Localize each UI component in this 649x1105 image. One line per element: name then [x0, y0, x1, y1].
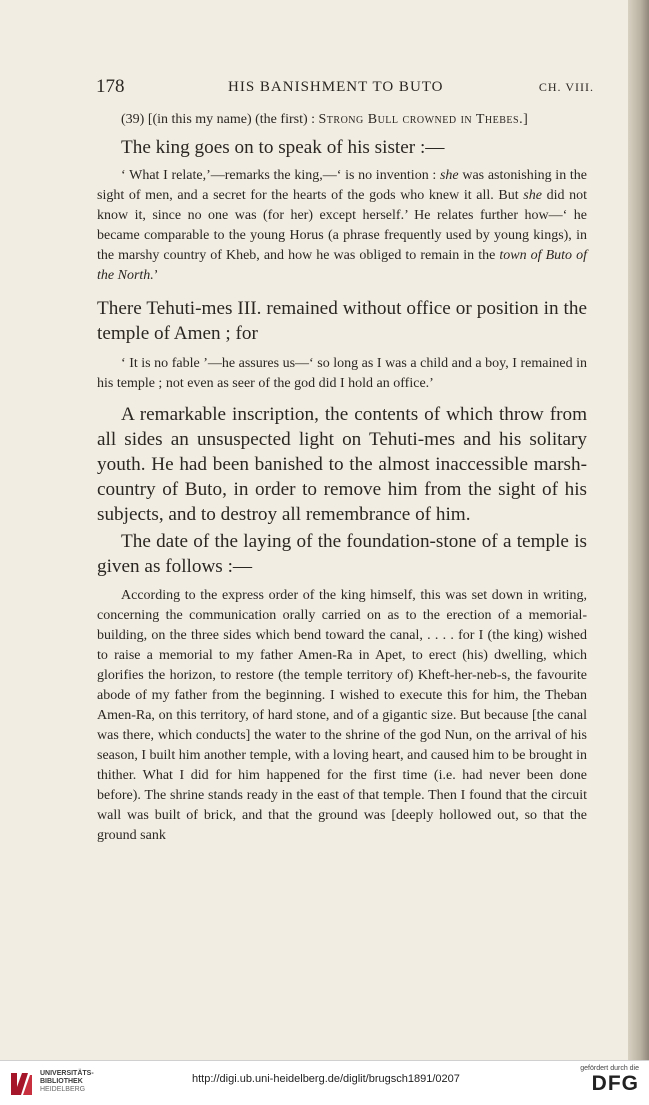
permalink-url[interactable]: http://digi.ub.uni-heidelberg.de/diglit/brugsch1891/0207 [192, 1073, 460, 1085]
quote-king: ‘ What I relate,’—remarks the king,—‘ is no invention : she was astonishing in the sight of men, and a secret for the hearts of the gods who knew it all. But she did not know it, since no one was (for her) except herself.’ He relates further how—‘ he became comparable to the young Horus (a phrase frequently used by young kings), in the marshy country of Kheb, and how he was obliged to remain in the town of Buto of the North.’ [97, 168, 588, 283]
paragraph-39: (39) [(in this my name) (the first) : Strong Bull crowned in Thebes.] [121, 112, 528, 127]
page-gutter [628, 0, 649, 1060]
university-logo-icon [8, 1067, 34, 1099]
running-title: HIS BANISHMENT TO BUTO [228, 79, 444, 95]
quote-inscription: According to the express order of the king himself, this was set down in writing, concerning the communication orally carried on as to the erection of a memorial-building, on the three sides which bend toward the canal, . . . . for I (the king) wished to raise a memorial to my father Amen-Ra in Apet, to erect (his) dwelling, which glorifies the horizon, to restore (the temple territory of) Kheft-her-neb-s, the favourite abode of my father from the beginning. I wished to execute this for him, the Theban Amen-Ra, on this territory, of hard stone, and of a gigantic size. But because [the canal was there, which conducts] the water to the shrine of the god Nun, on the arrival of his season, I built him another temple, with a loving heart, and caused him to be brought in thither. What I did for him happened for the first time (i.e. had never been done before). The shrine stands ready in the east of that temple. Then I found that the circuit wall was built of brick, and that the ground was [deeply hollowed out, so that the ground sank [97, 588, 587, 843]
paragraph-foundation: The date of the laying of the foundation-stone of a temple is given as follows :— [97, 531, 587, 577]
chapter-label: CH. VIII. [538, 80, 594, 94]
viewer-footer [0, 1060, 649, 1105]
paragraph-tehuti-mes: There Tehuti-mes III. remained without office or position in the temple of Amen ; for [97, 298, 587, 344]
running-header [96, 76, 594, 100]
page-number: 178 [96, 76, 125, 97]
library-logo-text: UNIVERSITÄTS- BIBLIOTHEK HEIDELBERG [40, 1070, 94, 1093]
page-body [97, 110, 587, 846]
royal-title: Strong Bull crowned in Thebes. [318, 112, 524, 127]
paragraph-inscription: A remarkable inscription, the contents of which throw from all sides an unsuspected light on Tehuti-mes and his solitary youth. He had been banished to the almost inaccessible marsh-country of Buto, in order to remove him from the sight of his subjects, and to destroy all remembrance of him. [97, 404, 587, 525]
town-of-buto: town of Buto of the North. [97, 248, 588, 283]
funder-logo: gefördert durch die DFG [580, 1065, 639, 1095]
quote-fable: ‘ It is no fable ’—he assures us—‘ so long as I was a child and a boy, I remained in his temple ; not even as seer of the god did I hold an office.’ [97, 356, 587, 391]
paragraph-sister: The king goes on to speak of his sister :— [121, 137, 445, 158]
